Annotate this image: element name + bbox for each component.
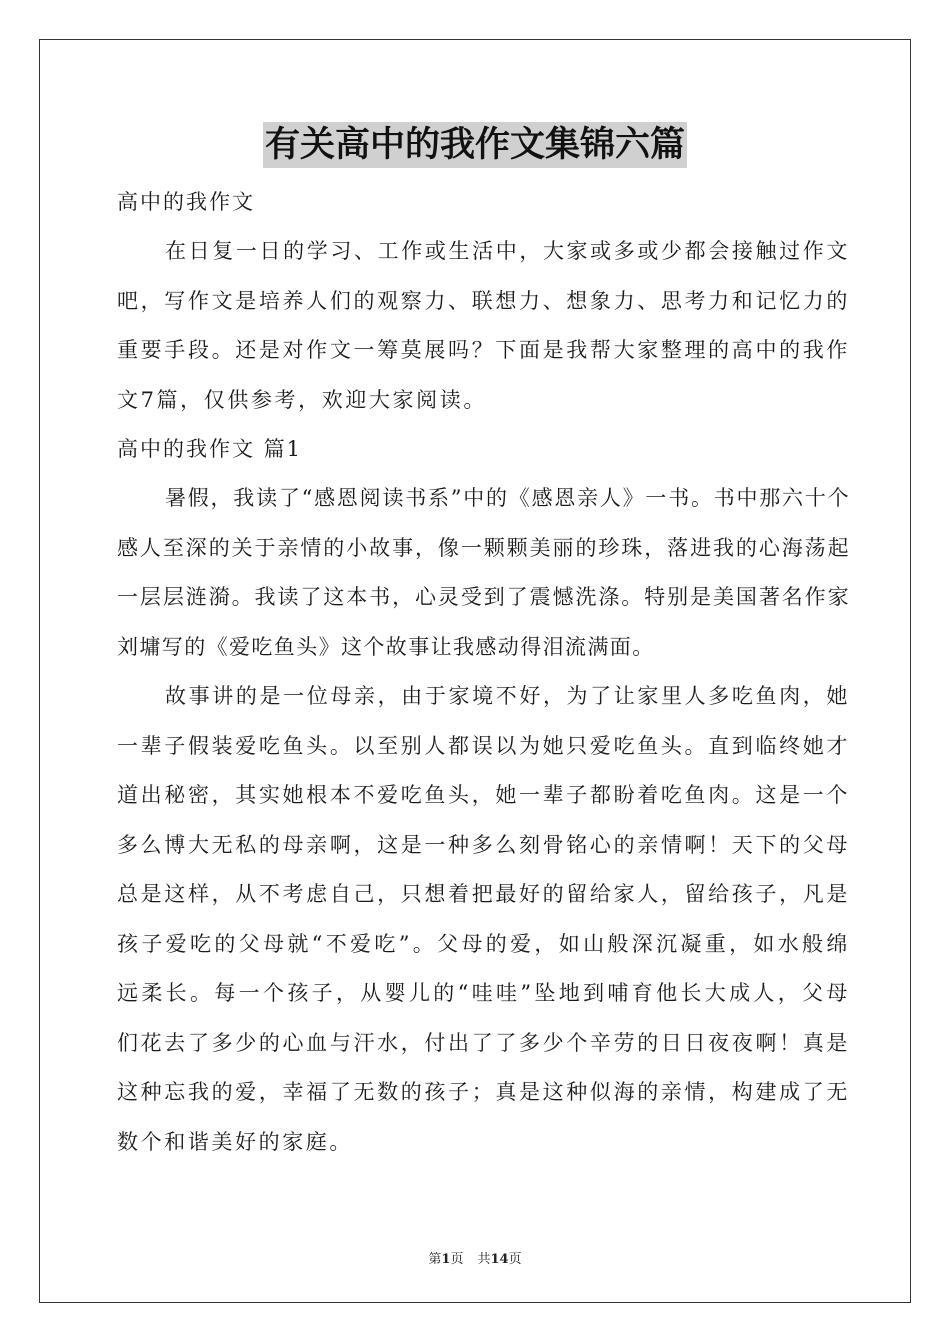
intro-paragraph: 在日复一日的学习、工作或生活中，大家或多或少都会接触过作文吧，写作文是培养人们的观察力、联想力、想象力、思考力和记忆力的重要手段。还是对作文一筹莫展吗？下面是我帮大家整理的高中的我作文7篇，仅供参考，欢迎大家阅读。 (117, 239, 850, 412)
intro-heading: 高中的我作文 (117, 190, 255, 214)
title-container (0, 122, 950, 168)
body-paragraph: 故事讲的是一位母亲，由于家境不好，为了让家里人多吃鱼肉，她一辈子假装爱吃鱼头。以至别人都误以为她只爱吃鱼头。直到临终她才道出秘密，其实她根本不爱吃鱼头，她一辈子都盼着吃鱼肉。这是一个多么博大无私的母亲啊，这是一种多么刻骨铭心的亲情啊！天下的父母总是这样，从不考虑自己，只想着把最好的留给家人，留给孩子，凡是孩子爱吃的父母就“不爱吃”。父母的爱，如山般深沉凝重，如水般绵远柔长。每一个孩子，从婴儿的“哇哇”坠地到哺育他长大成人，父母们花去了多少的心血与汗水，付出了了多少个辛劳的日日夜夜啊！真是这种忘我的爱，幸福了无数的孩子；真是这种似海的亲情，构建成了无数个和谐美好的家庭。 (117, 684, 850, 1154)
total-pages: 14 (490, 1252, 509, 1267)
body-paragraph: 暑假，我读了“感恩阅读书系”中的《感恩亲人》一书。书中那六十个感人至深的关于亲情的小故事，像一颗颗美丽的珍珠，落进我的心海荡起一层层涟漪。我读了这本书，心灵受到了震憾洗涤。特别是美国著名作家刘墉写的《爱吃鱼头》这个故事让我感动得泪流满面。 (117, 486, 850, 659)
total-prefix: 共 (477, 1252, 491, 1267)
page-suffix: 页 (450, 1252, 464, 1267)
total-suffix: 页 (508, 1252, 522, 1267)
page-number: 1 (441, 1252, 451, 1267)
page-footer (0, 1248, 950, 1267)
section-heading: 高中的我作文 篇1 (117, 437, 303, 461)
document-body (117, 178, 850, 1167)
page-prefix: 第 (428, 1252, 442, 1267)
document-title: 有关高中的我作文集锦六篇 (263, 122, 687, 168)
